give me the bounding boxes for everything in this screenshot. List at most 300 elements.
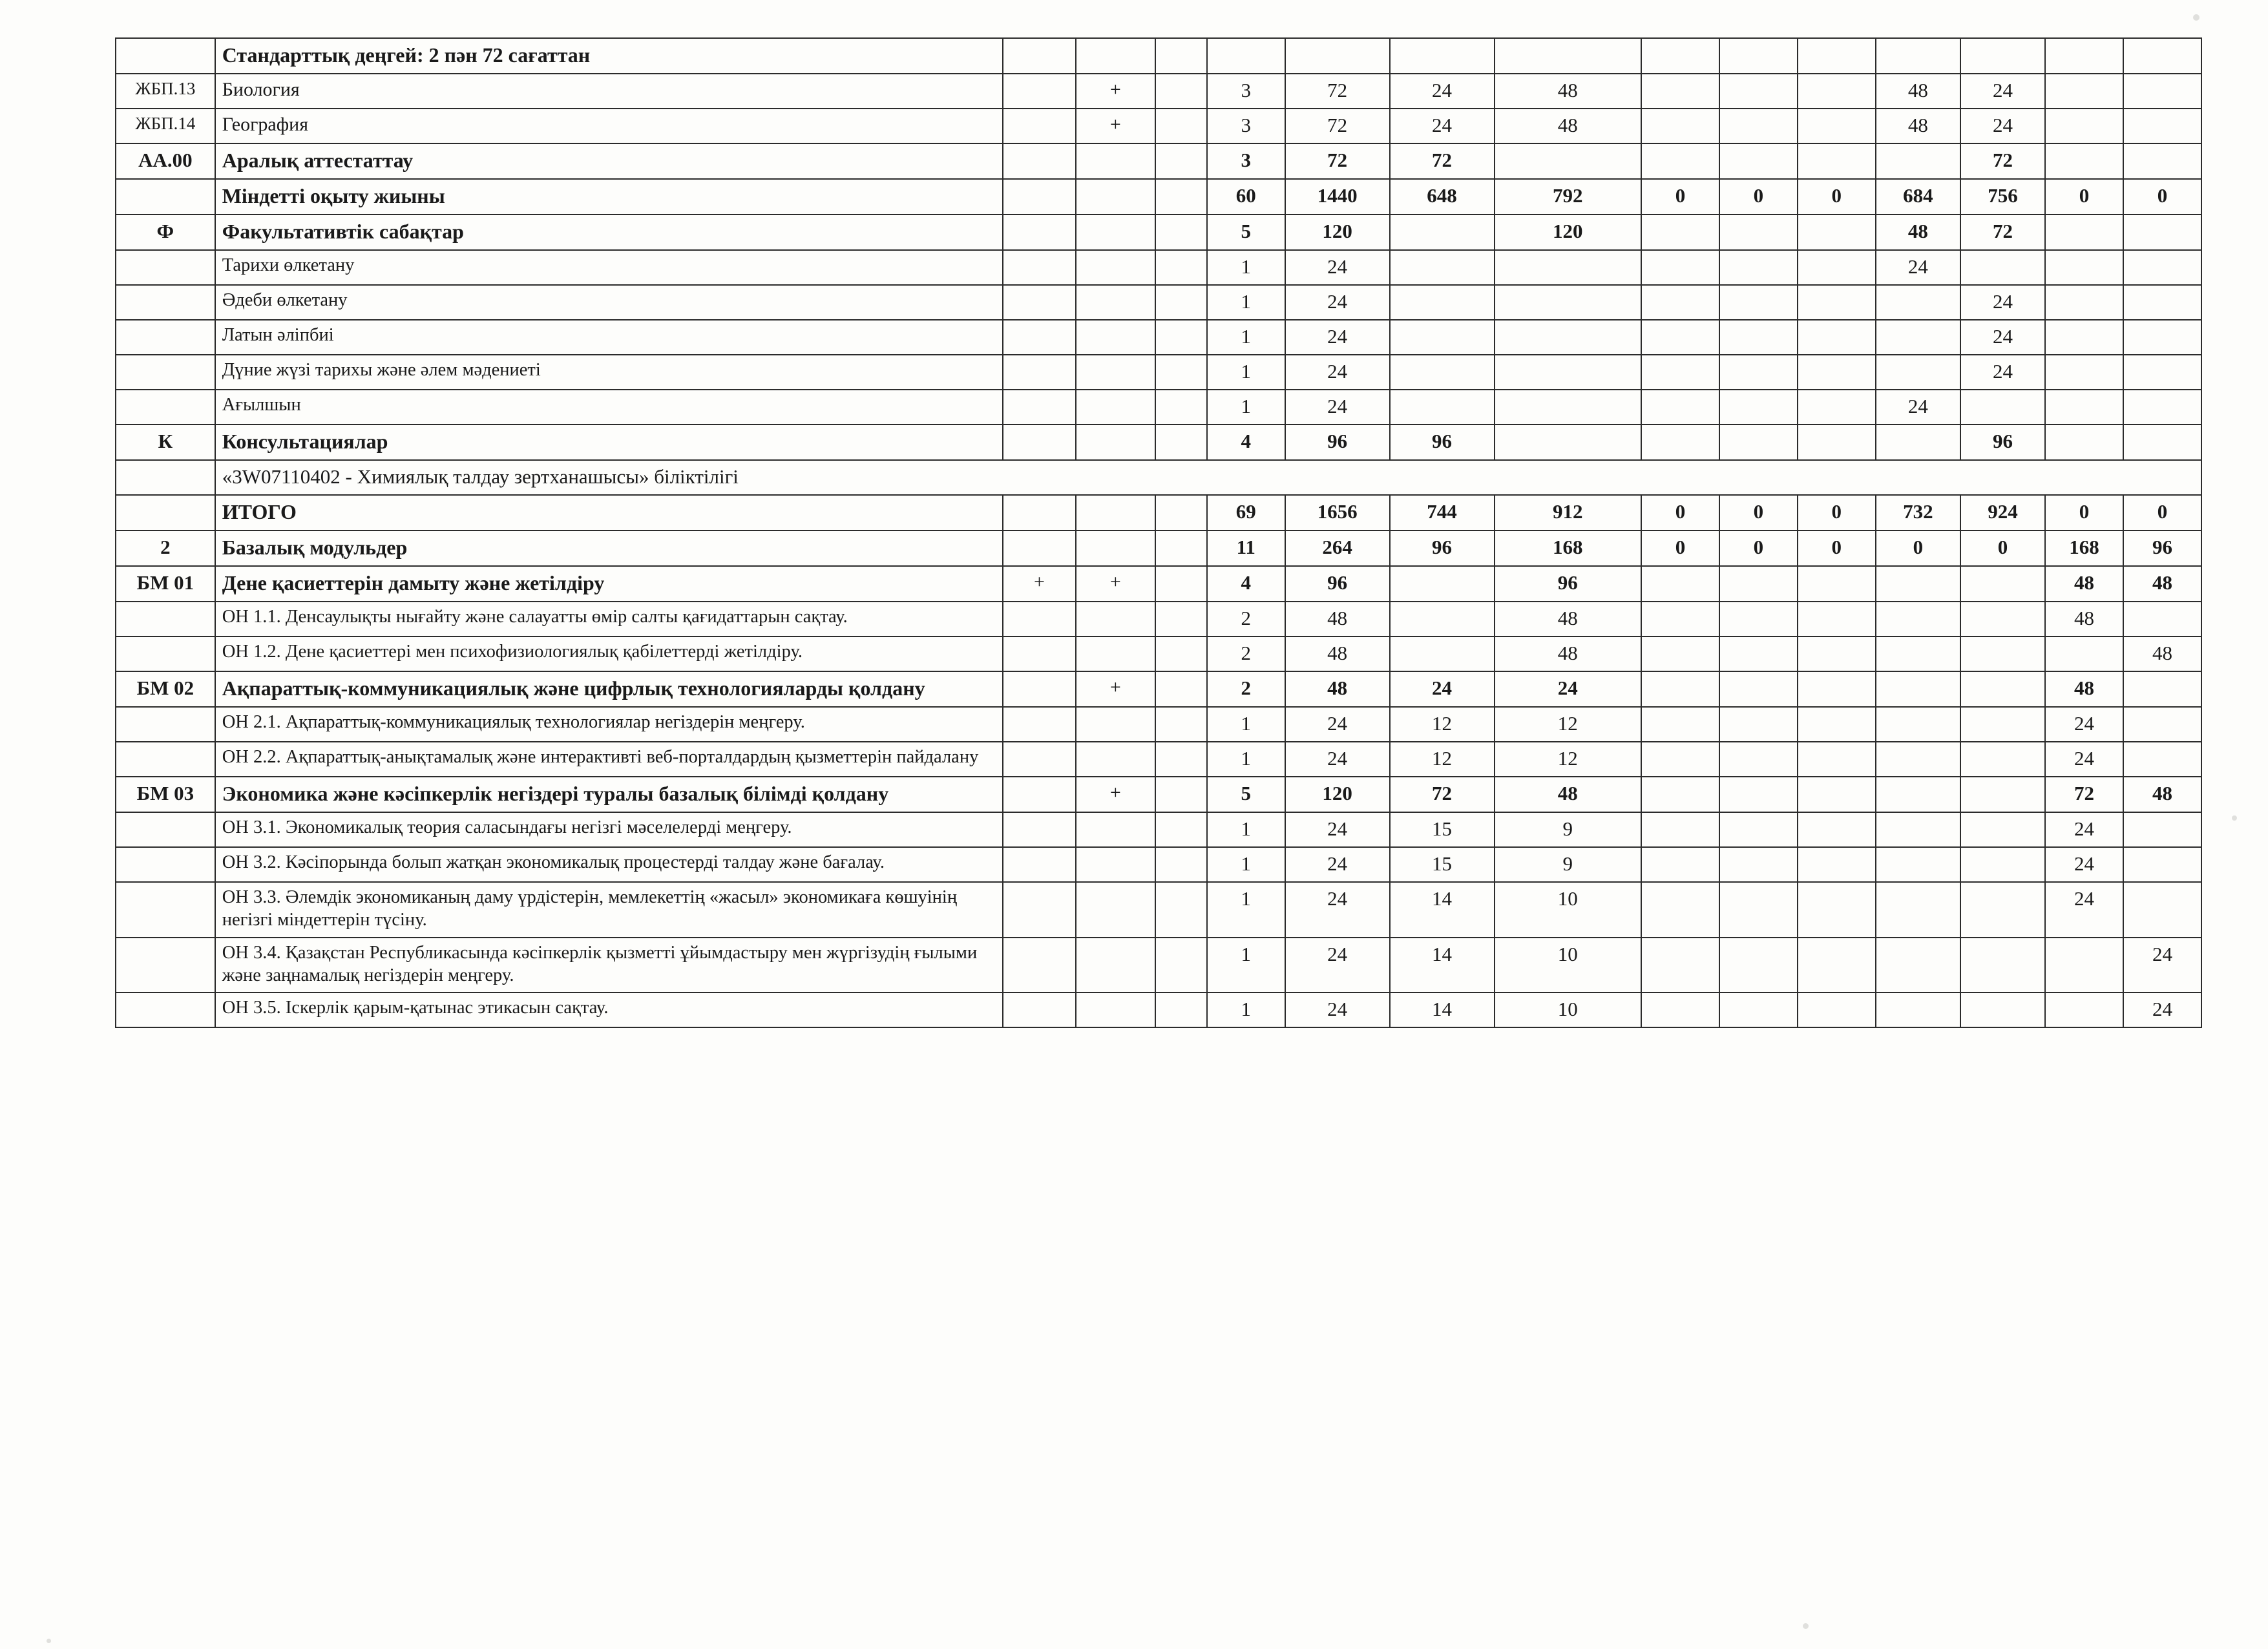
row-value-x1 [1641, 882, 1719, 938]
row-mark-p2 [1076, 320, 1155, 355]
row-value-sem2 [1960, 777, 2045, 812]
row-value-x1 [1641, 602, 1719, 636]
row-code [116, 285, 215, 320]
row-value-theory: 96 [1390, 530, 1495, 566]
row-value-x3 [1798, 320, 1876, 355]
row-value-credits: 2 [1207, 602, 1285, 636]
row-mark-p1 [1003, 812, 1076, 847]
row-name: ОН 3.4. Қазақстан Республикасында кәсіпкерлік қызметті ұйымдастыру мен жүргізудің ғылыми және заңнамалық негіздерін меңгеру. [215, 938, 1003, 993]
row-code: Ф [116, 215, 215, 250]
row-value-total: 120 [1285, 215, 1390, 250]
row-value-sem3 [2045, 425, 2123, 460]
row-value-x3 [1798, 812, 1876, 847]
row-value-x1 [1641, 993, 1719, 1027]
row-value-sem3: 48 [2045, 602, 2123, 636]
row-value-x3 [1798, 847, 1876, 882]
row-value-sem4 [2123, 742, 2201, 777]
row-value-sem2: 72 [1960, 143, 2045, 179]
row-value-sem3: 0 [2045, 495, 2123, 530]
row-value-x2 [1719, 320, 1798, 355]
table-row [116, 602, 2201, 636]
row-value-sem1: 684 [1876, 179, 1960, 215]
row-value-sem2 [1960, 566, 2045, 602]
row-value-credits: 1 [1207, 707, 1285, 742]
row-mark-p3 [1155, 671, 1207, 707]
row-value-sem4 [2123, 882, 2201, 938]
row-value-total: 24 [1285, 390, 1390, 425]
row-value-sem3 [2045, 938, 2123, 993]
row-value-theory: 14 [1390, 938, 1495, 993]
row-value-sem1 [1876, 777, 1960, 812]
row-value-sem4 [2123, 143, 2201, 179]
row-value-credits: 1 [1207, 320, 1285, 355]
row-value-practice: 10 [1495, 993, 1641, 1027]
row-mark-p3 [1155, 530, 1207, 566]
qualification-code-cell [116, 460, 215, 495]
table-row [116, 671, 2201, 707]
row-value-total: 120 [1285, 777, 1390, 812]
row-value-x1 [1641, 143, 1719, 179]
row-code: БМ 02 [116, 671, 215, 707]
row-value-sem3 [2045, 390, 2123, 425]
row-value-sem2 [1960, 847, 2045, 882]
row-value-theory: 648 [1390, 179, 1495, 215]
row-mark-p3 [1155, 882, 1207, 938]
qualification-banner-text: «3W07110402 - Химиялық талдау зертханашысы» біліктілігі [215, 460, 2201, 495]
table-row [116, 938, 2201, 993]
row-value-x3: 0 [1798, 179, 1876, 215]
row-mark-p2 [1076, 882, 1155, 938]
row-mark-p3 [1155, 602, 1207, 636]
scan-speck [2232, 815, 2237, 821]
table-row [116, 38, 2201, 74]
row-value-total: 24 [1285, 882, 1390, 938]
row-value-practice: 12 [1495, 742, 1641, 777]
row-value-sem4 [2123, 320, 2201, 355]
row-value-x3 [1798, 143, 1876, 179]
row-value-credits: 1 [1207, 355, 1285, 390]
row-value-practice: 48 [1495, 74, 1641, 109]
row-value-x3: 0 [1798, 530, 1876, 566]
row-mark-p3 [1155, 938, 1207, 993]
row-value-sem3: 24 [2045, 882, 2123, 938]
row-value-practice: 792 [1495, 179, 1641, 215]
row-value-sem2 [1960, 882, 2045, 938]
row-value-sem2: 756 [1960, 179, 2045, 215]
row-value-sem3 [2045, 74, 2123, 109]
row-value-sem3: 48 [2045, 566, 2123, 602]
row-value-x3 [1798, 38, 1876, 74]
row-mark-p1 [1003, 742, 1076, 777]
row-mark-p1 [1003, 707, 1076, 742]
row-value-sem4 [2123, 602, 2201, 636]
row-code [116, 707, 215, 742]
row-value-sem3 [2045, 38, 2123, 74]
row-value-x1: 0 [1641, 179, 1719, 215]
row-value-sem3: 24 [2045, 742, 2123, 777]
row-value-theory [1390, 250, 1495, 285]
row-mark-p2: + [1076, 777, 1155, 812]
row-value-x2 [1719, 390, 1798, 425]
row-value-sem3 [2045, 636, 2123, 671]
row-value-practice: 912 [1495, 495, 1641, 530]
row-value-practice: 168 [1495, 530, 1641, 566]
row-mark-p2: + [1076, 109, 1155, 143]
row-value-theory: 15 [1390, 847, 1495, 882]
row-value-x3: 0 [1798, 495, 1876, 530]
row-value-sem2: 24 [1960, 320, 2045, 355]
row-mark-p1 [1003, 355, 1076, 390]
row-value-sem3 [2045, 993, 2123, 1027]
row-value-sem2 [1960, 602, 2045, 636]
scan-speck [1803, 1623, 1809, 1629]
row-code [116, 250, 215, 285]
row-value-total: 48 [1285, 671, 1390, 707]
curriculum-table-wrapper [115, 37, 2202, 1028]
row-value-practice [1495, 320, 1641, 355]
row-value-sem3: 24 [2045, 812, 2123, 847]
row-value-sem4: 0 [2123, 495, 2201, 530]
row-value-sem3 [2045, 285, 2123, 320]
row-value-sem1 [1876, 38, 1960, 74]
row-name: ОН 2.1. Ақпараттық-коммуникациялық технологиялар негіздерін меңгеру. [215, 707, 1003, 742]
row-value-theory: 744 [1390, 495, 1495, 530]
row-value-sem4 [2123, 812, 2201, 847]
row-value-x3 [1798, 109, 1876, 143]
row-mark-p3 [1155, 74, 1207, 109]
table-row [116, 355, 2201, 390]
row-name: Аралық аттестаттау [215, 143, 1003, 179]
row-name: ОН 3.1. Экономикалық теория саласындағы негізгі мәселелерді меңгеру. [215, 812, 1003, 847]
row-code [116, 38, 215, 74]
row-value-sem1: 732 [1876, 495, 1960, 530]
row-mark-p3 [1155, 993, 1207, 1027]
row-mark-p1 [1003, 74, 1076, 109]
row-value-credits: 1 [1207, 847, 1285, 882]
row-value-x2 [1719, 250, 1798, 285]
row-value-theory [1390, 566, 1495, 602]
row-value-x1 [1641, 707, 1719, 742]
row-value-practice [1495, 355, 1641, 390]
row-code [116, 938, 215, 993]
row-value-sem4 [2123, 109, 2201, 143]
row-value-theory [1390, 602, 1495, 636]
row-mark-p1 [1003, 179, 1076, 215]
row-mark-p1 [1003, 602, 1076, 636]
row-value-sem2: 96 [1960, 425, 2045, 460]
row-value-sem4: 24 [2123, 938, 2201, 993]
row-value-sem2 [1960, 38, 2045, 74]
row-value-x3 [1798, 671, 1876, 707]
row-value-x3 [1798, 390, 1876, 425]
row-value-practice [1495, 285, 1641, 320]
table-row [116, 390, 2201, 425]
row-mark-p3 [1155, 566, 1207, 602]
row-value-sem3 [2045, 143, 2123, 179]
row-value-total: 96 [1285, 566, 1390, 602]
row-value-sem3: 48 [2045, 671, 2123, 707]
row-value-sem1: 24 [1876, 250, 1960, 285]
row-value-practice: 120 [1495, 215, 1641, 250]
row-value-sem1 [1876, 425, 1960, 460]
row-mark-p2 [1076, 636, 1155, 671]
row-value-total: 24 [1285, 250, 1390, 285]
row-name: ОН 1.2. Дене қасиеттері мен психофизиологиялық қабілеттерді жетілдіру. [215, 636, 1003, 671]
row-value-practice: 48 [1495, 109, 1641, 143]
row-value-sem2 [1960, 812, 2045, 847]
row-mark-p2 [1076, 938, 1155, 993]
row-mark-p2 [1076, 495, 1155, 530]
row-code [116, 602, 215, 636]
row-value-sem3 [2045, 109, 2123, 143]
curriculum-table [115, 37, 2202, 1028]
table-row [116, 993, 2201, 1027]
row-value-credits: 1 [1207, 250, 1285, 285]
row-value-x1 [1641, 215, 1719, 250]
row-value-practice: 48 [1495, 602, 1641, 636]
row-value-x2 [1719, 109, 1798, 143]
row-value-theory [1390, 215, 1495, 250]
row-value-total [1285, 38, 1390, 74]
row-value-x1 [1641, 636, 1719, 671]
row-value-x2 [1719, 355, 1798, 390]
row-value-sem1 [1876, 882, 1960, 938]
row-mark-p1 [1003, 495, 1076, 530]
row-value-sem1 [1876, 566, 1960, 602]
curriculum-table-body [116, 38, 2201, 1027]
row-value-sem3: 24 [2045, 707, 2123, 742]
row-value-sem2 [1960, 671, 2045, 707]
row-value-sem4: 48 [2123, 777, 2201, 812]
row-value-total: 24 [1285, 742, 1390, 777]
row-value-total: 72 [1285, 143, 1390, 179]
row-value-total: 72 [1285, 109, 1390, 143]
row-value-credits: 60 [1207, 179, 1285, 215]
row-value-sem1: 48 [1876, 215, 1960, 250]
row-value-theory: 24 [1390, 74, 1495, 109]
row-mark-p3 [1155, 38, 1207, 74]
scan-speck [2193, 14, 2200, 21]
row-mark-p2 [1076, 38, 1155, 74]
row-value-credits: 3 [1207, 143, 1285, 179]
row-value-x2 [1719, 993, 1798, 1027]
row-mark-p3 [1155, 390, 1207, 425]
row-name: Факультативтік сабақтар [215, 215, 1003, 250]
row-value-sem4 [2123, 707, 2201, 742]
row-value-x3 [1798, 355, 1876, 390]
row-value-x2 [1719, 74, 1798, 109]
row-value-practice: 10 [1495, 938, 1641, 993]
row-value-x2 [1719, 38, 1798, 74]
row-mark-p3 [1155, 215, 1207, 250]
row-value-total: 264 [1285, 530, 1390, 566]
row-value-x3 [1798, 566, 1876, 602]
row-mark-p2 [1076, 285, 1155, 320]
row-name: ОН 3.3. Әлемдік экономиканың даму үрдістерін, мемлекеттің «жасыл» экономикаға көшуінің негізгі міндеттерін түсіну. [215, 882, 1003, 938]
row-name: Әдеби өлкетану [215, 285, 1003, 320]
row-value-theory: 14 [1390, 882, 1495, 938]
row-name: ИТОГО [215, 495, 1003, 530]
row-value-x2 [1719, 425, 1798, 460]
row-value-sem2 [1960, 390, 2045, 425]
row-value-theory [1390, 636, 1495, 671]
row-value-sem3 [2045, 250, 2123, 285]
row-code [116, 355, 215, 390]
row-value-sem4 [2123, 425, 2201, 460]
row-value-practice: 9 [1495, 847, 1641, 882]
row-code: БМ 01 [116, 566, 215, 602]
row-value-sem4: 96 [2123, 530, 2201, 566]
row-mark-p3 [1155, 179, 1207, 215]
row-mark-p2 [1076, 530, 1155, 566]
row-value-x2 [1719, 636, 1798, 671]
row-value-x1 [1641, 671, 1719, 707]
row-value-theory: 72 [1390, 143, 1495, 179]
row-mark-p1 [1003, 847, 1076, 882]
row-name: Дене қасиеттерін дамыту және жетілдіру [215, 566, 1003, 602]
row-name: Міндетті оқыту жиыны [215, 179, 1003, 215]
row-mark-p2 [1076, 425, 1155, 460]
row-value-theory [1390, 390, 1495, 425]
row-value-credits: 1 [1207, 993, 1285, 1027]
row-value-x3 [1798, 777, 1876, 812]
row-mark-p3 [1155, 143, 1207, 179]
row-value-x2 [1719, 602, 1798, 636]
row-value-total: 24 [1285, 847, 1390, 882]
table-row [116, 425, 2201, 460]
row-value-sem4: 0 [2123, 179, 2201, 215]
row-value-credits: 3 [1207, 109, 1285, 143]
row-value-sem4 [2123, 38, 2201, 74]
row-value-sem1 [1876, 602, 1960, 636]
row-mark-p1 [1003, 993, 1076, 1027]
row-value-sem2: 0 [1960, 530, 2045, 566]
row-mark-p1 [1003, 777, 1076, 812]
row-value-total: 48 [1285, 636, 1390, 671]
row-value-x3 [1798, 74, 1876, 109]
row-value-x3 [1798, 250, 1876, 285]
row-mark-p2 [1076, 812, 1155, 847]
row-value-sem4 [2123, 285, 2201, 320]
row-value-sem2: 24 [1960, 285, 2045, 320]
row-code: БМ 03 [116, 777, 215, 812]
table-row [116, 812, 2201, 847]
row-code: 2 [116, 530, 215, 566]
row-value-sem2: 24 [1960, 74, 2045, 109]
row-value-total: 24 [1285, 355, 1390, 390]
row-mark-p1 [1003, 938, 1076, 993]
row-value-sem1 [1876, 355, 1960, 390]
row-value-x1: 0 [1641, 530, 1719, 566]
row-value-sem1 [1876, 285, 1960, 320]
row-value-theory: 96 [1390, 425, 1495, 460]
row-value-x2 [1719, 566, 1798, 602]
row-value-credits: 4 [1207, 425, 1285, 460]
row-name: География [215, 109, 1003, 143]
row-value-x3 [1798, 707, 1876, 742]
row-value-practice: 24 [1495, 671, 1641, 707]
table-row [116, 777, 2201, 812]
row-value-x1 [1641, 285, 1719, 320]
row-value-practice [1495, 38, 1641, 74]
row-name: ОН 3.2. Кәсіпорында болып жатқан экономикалық процестерді талдау және бағалау. [215, 847, 1003, 882]
row-value-x2 [1719, 938, 1798, 993]
row-value-practice [1495, 143, 1641, 179]
row-value-theory: 12 [1390, 742, 1495, 777]
row-name: Базалық модульдер [215, 530, 1003, 566]
row-name: Биология [215, 74, 1003, 109]
table-row [116, 109, 2201, 143]
row-value-sem1 [1876, 636, 1960, 671]
row-value-total: 72 [1285, 74, 1390, 109]
row-code: ЖБП.14 [116, 109, 215, 143]
row-value-credits: 11 [1207, 530, 1285, 566]
row-mark-p1: + [1003, 566, 1076, 602]
row-code [116, 882, 215, 938]
row-value-sem1: 48 [1876, 109, 1960, 143]
row-code [116, 320, 215, 355]
row-mark-p2 [1076, 355, 1155, 390]
row-mark-p2: + [1076, 566, 1155, 602]
row-value-sem4 [2123, 671, 2201, 707]
row-mark-p2 [1076, 742, 1155, 777]
row-value-total: 48 [1285, 602, 1390, 636]
row-value-total: 1440 [1285, 179, 1390, 215]
row-mark-p3 [1155, 355, 1207, 390]
row-mark-p2 [1076, 993, 1155, 1027]
row-code [116, 993, 215, 1027]
row-name: ОН 3.5. Іскерлік қарым-қатынас этикасын сақтау. [215, 993, 1003, 1027]
row-value-sem1 [1876, 671, 1960, 707]
row-value-x3 [1798, 993, 1876, 1027]
row-mark-p1 [1003, 250, 1076, 285]
row-mark-p1 [1003, 882, 1076, 938]
table-row [116, 285, 2201, 320]
row-value-credits: 2 [1207, 671, 1285, 707]
row-value-sem2: 924 [1960, 495, 2045, 530]
row-value-x2 [1719, 812, 1798, 847]
row-value-credits: 1 [1207, 390, 1285, 425]
row-name: Ақпараттық-коммуникациялық және цифрлық технологияларды қолдану [215, 671, 1003, 707]
row-value-x1 [1641, 742, 1719, 777]
row-value-credits: 4 [1207, 566, 1285, 602]
row-code [116, 812, 215, 847]
row-name: Дүние жүзі тарихы және әлем мәдениеті [215, 355, 1003, 390]
row-value-x1 [1641, 847, 1719, 882]
row-value-sem3: 0 [2045, 179, 2123, 215]
row-value-credits: 5 [1207, 777, 1285, 812]
row-mark-p3 [1155, 285, 1207, 320]
row-value-sem1 [1876, 847, 1960, 882]
row-value-practice: 12 [1495, 707, 1641, 742]
row-mark-p2 [1076, 179, 1155, 215]
row-value-practice: 9 [1495, 812, 1641, 847]
row-value-sem3 [2045, 320, 2123, 355]
row-value-x3 [1798, 636, 1876, 671]
row-value-sem2: 24 [1960, 355, 2045, 390]
row-value-x2 [1719, 882, 1798, 938]
row-name: Латын әліпбиі [215, 320, 1003, 355]
row-name: Экономика және кәсіпкерлік негіздері туралы базалық білімді қолдану [215, 777, 1003, 812]
row-value-x2 [1719, 847, 1798, 882]
row-value-x1 [1641, 390, 1719, 425]
row-value-practice: 48 [1495, 636, 1641, 671]
row-mark-p3 [1155, 847, 1207, 882]
row-value-x1: 0 [1641, 495, 1719, 530]
row-value-theory: 72 [1390, 777, 1495, 812]
row-value-theory [1390, 355, 1495, 390]
row-value-credits: 1 [1207, 812, 1285, 847]
